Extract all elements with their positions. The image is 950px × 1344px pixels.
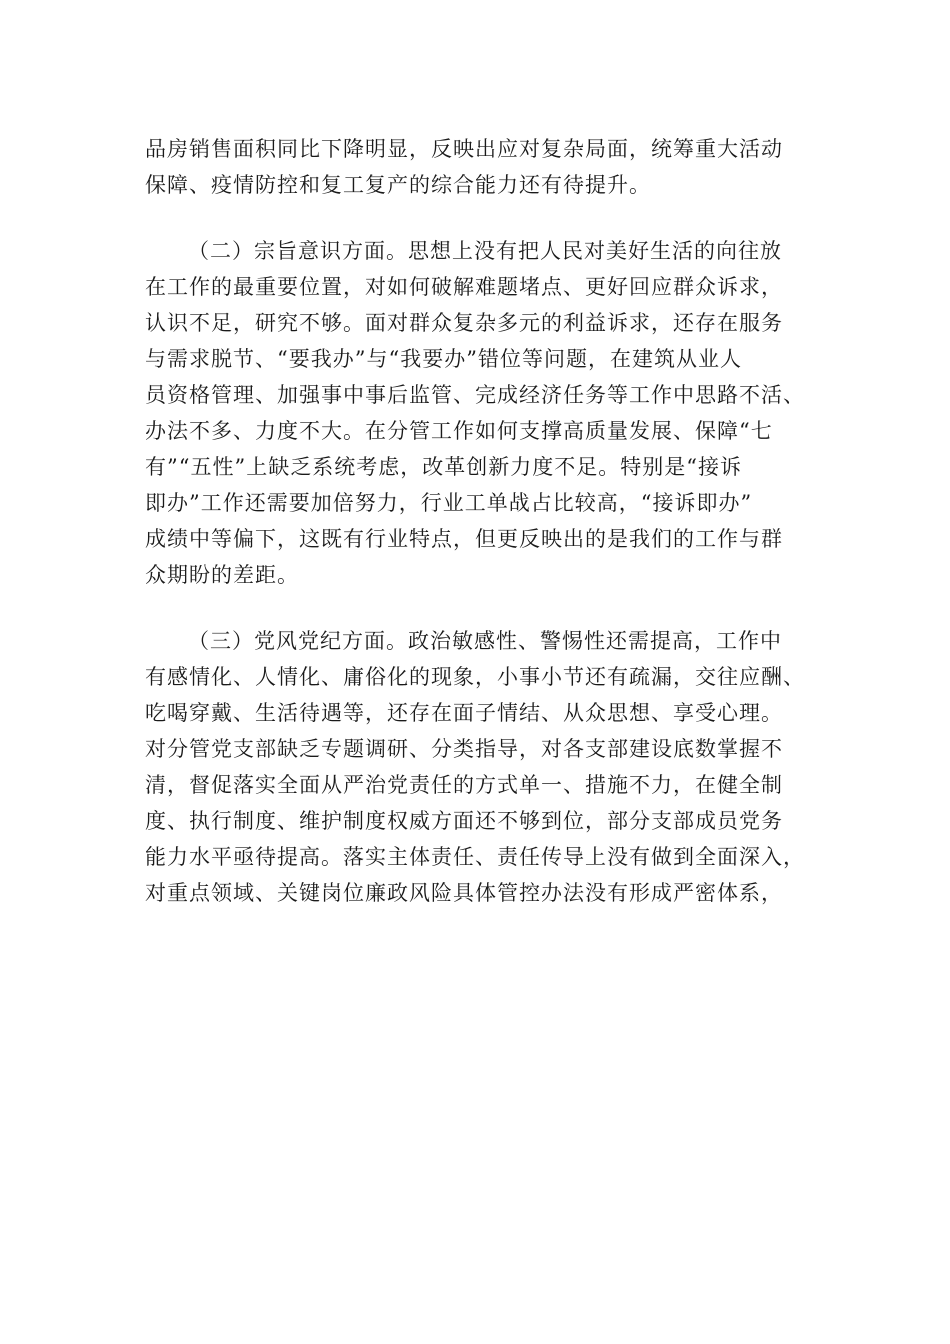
text-line: 有”“五性”上缺乏系统考虑，改革创新力度不足。特别是“接诉: [145, 455, 742, 479]
text-line: 与需求脱节、“要我办”与“我要办”错位等问题，在建筑从业人: [145, 347, 742, 371]
text-line: 员资格管理、加强事中事后监管、完成经济任务等工作中思路不活、: [145, 383, 805, 407]
text-line: 对重点领域、关键岗位廉政风险具体管控办法没有形成严密体系，: [145, 881, 783, 905]
text-line: 能力水平亟待提高。落实主体责任、责任传导上没有做到全面深入，: [145, 845, 805, 869]
text-line: 在工作的最重要位置，对如何破解难题堵点、更好回应群众诉求，: [145, 275, 783, 299]
text-line: 众期盼的差距。: [145, 563, 299, 587]
text-line: 办法不多、力度不大。在分管工作如何支撑高质量发展、保障“七: [145, 419, 773, 443]
text-line: 有感情化、人情化、庸俗化的现象，小事小节还有疏漏，交往应酬、: [145, 665, 805, 689]
text-line: 品房销售面积同比下降明显，反映出应对复杂局面，统筹重大活动: [145, 137, 783, 161]
text-line: （三）党风党纪方面。政治敏感性、警惕性还需提高，工作中: [188, 629, 782, 653]
paragraph-1: [145, 131, 835, 203]
text-line: （二）宗旨意识方面。思想上没有把人民对美好生活的向往放: [188, 239, 782, 263]
paragraph-2: [145, 233, 835, 593]
text-line: 即办”工作还需要加倍努力，行业工单战占比较高，“接诉即办”: [145, 491, 753, 515]
document-body: [145, 131, 835, 941]
text-line: 清，督促落实全面从严治党责任的方式单一、措施不力，在健全制: [145, 773, 783, 797]
text-line: 认识不足，研究不够。面对群众复杂多元的利益诉求，还存在服务: [145, 311, 783, 335]
text-line: 成绩中等偏下，这既有行业特点，但更反映出的是我们的工作与群: [145, 527, 783, 551]
text-line: 保障、疫情防控和复工复产的综合能力还有待提升。: [145, 173, 651, 197]
text-line: 对分管党支部缺乏专题调研、分类指导，对各支部建设底数掌握不: [145, 737, 783, 761]
text-line: 度、执行制度、维护制度权威方面还不够到位，部分支部成员党务: [145, 809, 783, 833]
text-line: 吃喝穿戴、生活待遇等，还存在面子情结、从众思想、享受心理。: [145, 701, 783, 725]
paragraph-3: [145, 623, 835, 911]
